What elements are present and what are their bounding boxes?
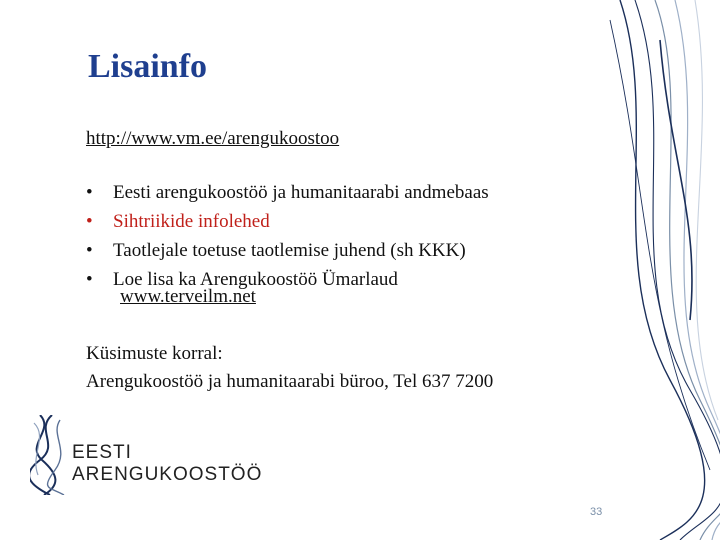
list-item[interactable] [86, 207, 489, 236]
bullet-text[interactable]: Sihtriikide infolehed [113, 211, 270, 232]
bullet-list [86, 178, 489, 294]
main-url-link[interactable]: http://www.vm.ee/arengukoostoo [86, 128, 340, 149]
logo-line-1: EESTI [72, 442, 132, 463]
list-item [86, 178, 489, 207]
bullet-text: Loe lisa ka Arengukoostöö Ümarlaud [113, 269, 398, 290]
slide-title: Lisainfo [88, 48, 208, 85]
bullet-icon: • [86, 211, 93, 232]
terveilm-link[interactable]: www.terveilm.net [120, 286, 256, 307]
bullet-text: Eesti arengukoostöö ja humanitaarabi andmebaas [113, 182, 489, 203]
bullet-text: Taotlejale toetuse taotlemise juhend (sh KKK) [113, 240, 466, 261]
logo-line-2: ARENGUKOOSTÖÖ [72, 464, 263, 485]
decorative-curves [600, 0, 720, 540]
logo-wordmark [72, 442, 262, 486]
contact-info: Arengukoostöö ja humanitaarabi büroo, Tel 637 7200 [86, 371, 494, 392]
bullet-icon: • [86, 240, 93, 261]
bullet-icon: • [86, 182, 93, 203]
questions-label: Küsimuste korral: [86, 343, 223, 364]
bullet-icon: • [86, 269, 93, 290]
page-number: 33 [590, 506, 603, 518]
list-item [86, 236, 489, 265]
contact-block [86, 340, 493, 396]
